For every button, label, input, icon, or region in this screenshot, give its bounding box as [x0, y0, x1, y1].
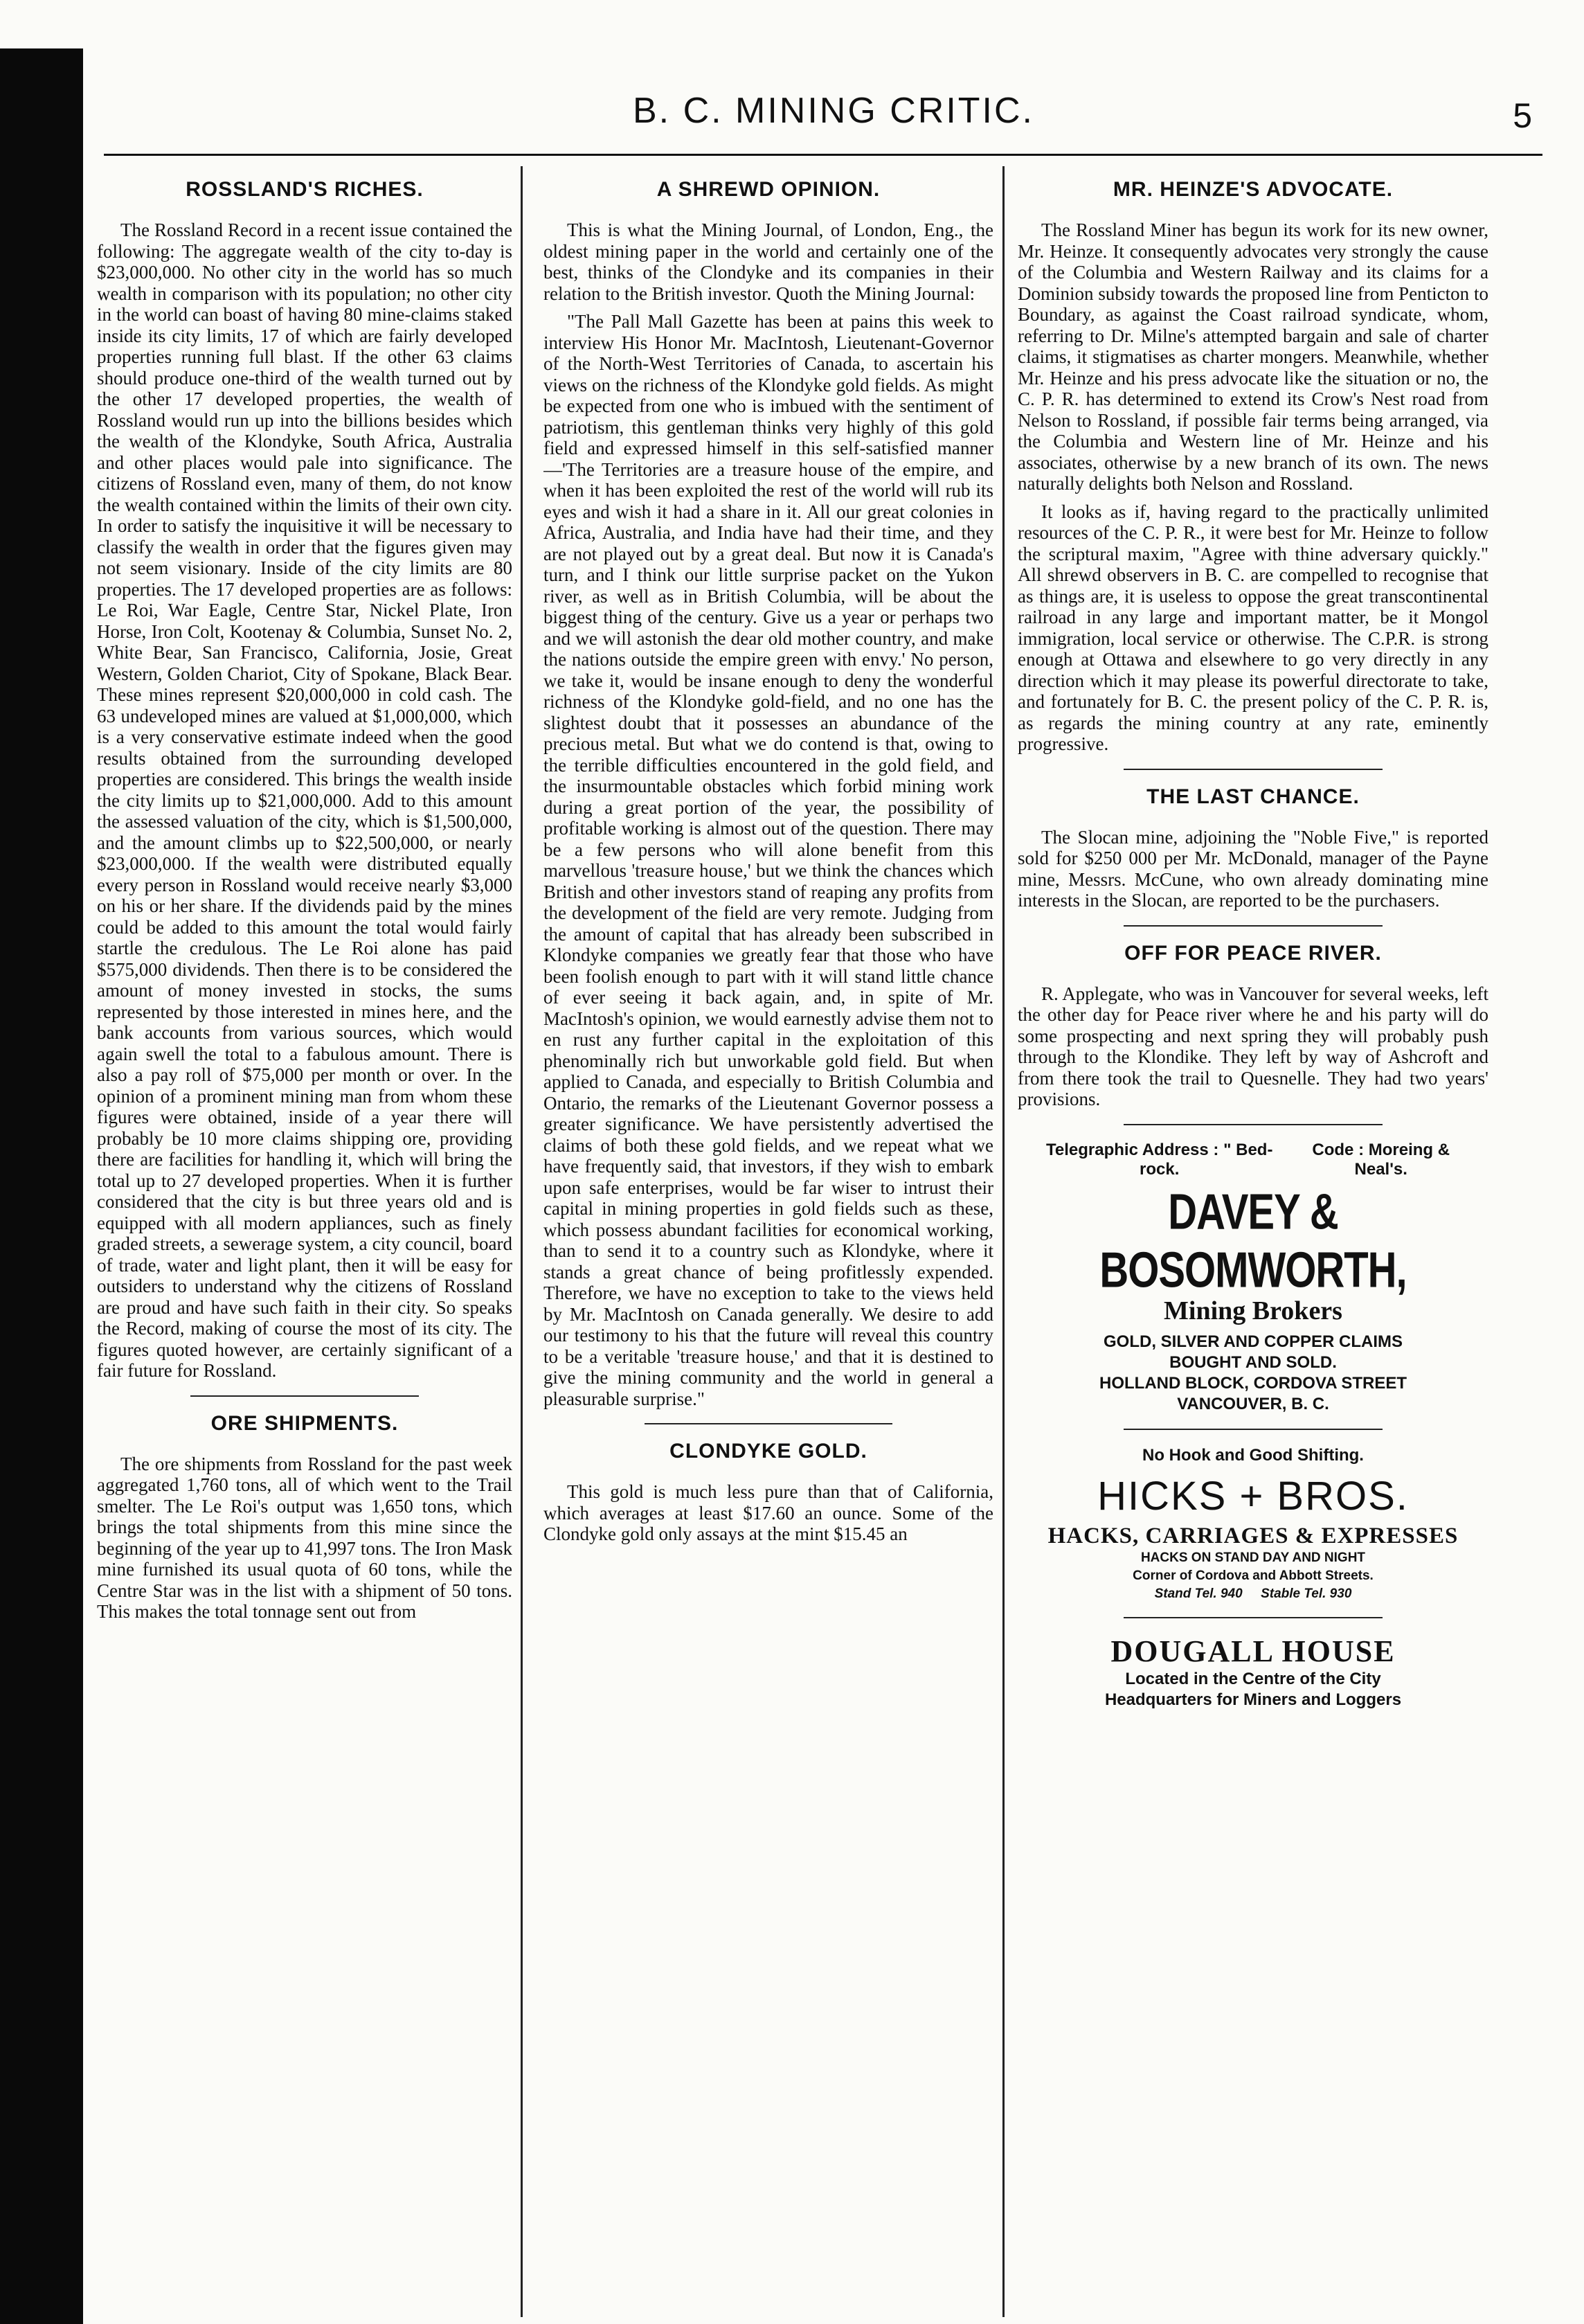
- article-title-clondyke-gold: CLONDYKE GOLD.: [669, 1440, 867, 1463]
- column-1: [97, 170, 512, 2310]
- article-title-ore-shipments: ORE SHIPMENTS.: [210, 1411, 399, 1435]
- ad-line: Corner of Cordova and Abbott Streets.: [1133, 1568, 1374, 1583]
- masthead: [83, 83, 1584, 159]
- article-paragraph: The Rossland Miner has begun its work for its new owner, Mr. Heinze. It consequently advocates very strongly the cause of the Columbia and Western Railway and its claims for a Dominion subsidy towards the proposed line from Penticton to Boundary, as against the Coast railroad syndicate, whom, referring to Dr. Milne's attempted bargain and sale of charter claims, it stigmatises as charter mongers. Meanwhile, whether Mr. Heinze and his press advocate like the situation or no, the C. P. R. has determined to extend its Crow's Nest road from Nelson to Rossland, if possible fair terms being arranged, via the Columbia and Western line of Mr. Heinze and his associates, otherwise by a new branch of its own. The news naturally delights both Nelson and Rossland.: [1018, 220, 1488, 494]
- ad-stand-tel: Stand Tel. 940: [1154, 1586, 1243, 1601]
- ad-line: VANCOUVER, B. C.: [1177, 1394, 1329, 1413]
- ad-line: Located in the Centre of the City: [1125, 1669, 1381, 1688]
- advertisement-hicks-bros: [1018, 1445, 1488, 1603]
- advertisement-davey-bosomworth: [1018, 1141, 1488, 1415]
- article-paragraph: R. Applegate, who was in Vancouver for several weeks, left the other day for Peace river where he and his party will do some prospecting and next spring they will probably push through to the Klondike. They left by way of Ashcroft and from there took the trail to Quesnelle. They had two years' provisions.: [1018, 983, 1488, 1109]
- ad-separator: [1124, 1429, 1383, 1430]
- article-title-heinzes-advocate: MR. HEINZE'S ADVOCATE.: [1113, 178, 1394, 201]
- column-divider: [521, 166, 523, 2317]
- page-number: 5: [1513, 96, 1532, 135]
- ad-stable-tel: Stable Tel. 930: [1261, 1586, 1352, 1601]
- advertisement-dougall-house: [1018, 1634, 1488, 1710]
- article-title-shrewd-opinion: A SHREWD OPINION.: [656, 178, 881, 201]
- article-paragraph: The Rossland Record in a recent issue contained the following: The aggregate wealth of the city to-day is $23,000,000. No other city in the world has so much wealth in comparison with its population; no other city in the world can boast of having 80 mine-claims staked inside its city limits, 17 of which are fairly developed properties running full blast. If the other 63 claims should produce one-third of the wealth turned out by the other 17 developed properties, the wealth of Rossland would run up into the billions besides which the wealth of the Klondyke, South Africa, Australia and other places would pale into significance. The citizens of Rossland even, many of them, do not know the wealth contained within the limits of their own city. In order to satisfy the inquisitive it will be necessary to classify the wealth in order that the figures given may not seem visionary. Inside of the city limits are 80 properties. The 17 developed properties are as follows: Le Roi, War Eagle, Centre Star, Nickel Plate, Iron Horse, Iron Colt, Kootenay & Columbia, Sunset No. 2, White Bear, San Francisco, California, Josie, Great Western, Golden Chariot, City of Spokane, Black Bear. These mines represent $20,000,000 in cold cash. The 63 undeveloped mines are valued at $1,000,000, which is a very conservative estimate indeed when the good results obtained from the surrounding developed properties are considered. This brings the wealth inside the city limits up to $21,000,000. Add to this amount the assessed valuation of the city, which is $1,500,000, and the amount climbs up to $22,500,000, or nearly $23,000,000. If the wealth were distributed equally every person in Rossland would receive nearly $3,000 on his or her share. If the dividends paid by the mines could be added to this amount the total would fairly startle the credulous. The Le Roi alone has paid $575,000 dividends. Then there is to be considered the amount of money invested in stocks, the sums represented by those interested in mines here, and the bank accounts from various sources, which would again swell the total to a fabulous amount. There is also a pay roll of $75,000 per month or over. In the opinion of a prominent mining man from whom these figures were obtained, inside of a year there will probably be 10 more claims shipping ore, providing there are facilities for handling it, which will bring the total up to 27 developed properties. When it is further considered that the city is but three years old and is equipped with all modern appliances, such as finely graded streets, a sewerage system, a city council, board of trade, water and light plant, then it will be easy for outsiders to understand why the citizens of Rossland are proud and have such faith in their city. So speaks the Record, making of course the most of its city. The figures quoted however, are certainly significant of a fair future for Rossland.: [97, 220, 512, 1381]
- ad-firm-name: HICKS + BROS.: [1097, 1473, 1409, 1519]
- article-paragraph: "The Pall Mall Gazette has been at pains this week to interview His Honor Mr. MacIntosh, Lieutenant-Governor of the North-West Territories of Canada, to ascertain his views on the richness of the Klondyke gold fields. As might be expected from one who is imbued with the sentiment of patriotism, this gentleman thinks very highly of this gold field and expressed himself in this self-satisfied manner—'The Territories are a treasure house of the empire, and when it has been exploited the rest of the world will rub its eyes and wish it had a share in it. All our great colonies in Africa, Australia, and India have had their time, and they are not played out by a great deal. But now it is Canada's turn, and I think our little surprise packet on the Yukon river, as well as in British Columbia, will be about the biggest thing of the century. Give us a year or perhaps two and we will astonish the dear old mother country, and make the nations outside the empire green with envy.' No person, we take it, would be insane enough to deny the wonderful richness of the Klondyke gold-field, and no one has the slightest doubt that it possesses an abundance of the precious metal. But what we do contend is that, owing to the terrible difficulties encountered in the gold field, and the insurmountable obstacles which forbid mining work during a great portion of the year, the possibility of profitable working is almost out of the question. There may be a few persons who will alone benefit from this marvellous 'treasure house,' but we think the chances which British and other investors stand of reaping any profits from the development of the field are very remote. Judging from the amount of capital that has already been subscribed in Klondyke companies we greatly fear that those who have been foolish enough to part with it will stand little chance of ever seeing it back again, and, in spite of Mr. MacIntosh's opinion, we would earnestly advise them not to en rust any further capital in the exploitation of this phenominally rich but unworkable gold field. But when applied to Canada, and especially to British Columbia and Ontario, the remarks of the Lieutenant Governor possess a greater significance. We have persistently advertised the claims of both these gold fields, and we repeat what we have frequently said, that investors, if they wish to embark upon safe enterprises, would be far wiser to intrust their capital in mining properties in gold fields such as these, which possess abundant facilities for economical working, than to send it to a country such as Klondyke, where it stands a great chance of being profitlessly expended. Therefore, we have no exception to take to the views held by Mr. MacIntosh on Canada generally. We desire to add our testimony to his that the future will reveal this country to be a veritable 'treasure house,' and that it is destined to give the mining community and the world in general a pleasurable surprise.": [543, 311, 993, 1409]
- column-divider: [1002, 166, 1005, 2317]
- ad-business: Mining Brokers: [1164, 1296, 1342, 1325]
- article-paragraph: This is what the Mining Journal, of London, Eng., the oldest mining paper in the world and certainly one of the best, thinks of the Clondyke and its companies in their relation to the British investor. Quoth the Mining Journal:: [543, 220, 993, 304]
- article-title-peace-river: OFF FOR PEACE RIVER.: [1124, 941, 1382, 965]
- article-separator: [1124, 925, 1383, 927]
- ad-line: HACKS ON STAND DAY AND NIGHT: [1140, 1550, 1366, 1565]
- ad-line: GOLD, SILVER AND COPPER CLAIMS: [1103, 1332, 1403, 1351]
- article-separator: [190, 1395, 419, 1397]
- article-paragraph: The ore shipments from Rossland for the past week aggregated 1,760 tons, all of which went to the Trail smelter. The Le Roi's output was 1,650 tons, which brings the total shipments from this mine since the beginning of the year up to 41,997 tons. The Iron Mask mine furnished its usual quota of 60 tons, while the Centre Star was in the list with a shipment of 50 tons. This makes the total tonnage sent out from: [97, 1453, 512, 1622]
- ad-telegraph-address: Telegraphic Address : " Bed-rock.: [1046, 1140, 1273, 1179]
- ad-firm-name: DAVEY & BOSOMWORTH,: [1099, 1183, 1407, 1298]
- ad-line: Headquarters for Miners and Loggers: [1104, 1690, 1402, 1709]
- ad-tagline: No Hook and Good Shifting.: [1142, 1445, 1364, 1465]
- article-paragraph: It looks as if, having regard to the practically unlimited resources of the C. P. R., it were best for Mr. Heinze to follow the scriptural maxim, "Agree with thine adversary quickly." All shrewd observers in B. C. are compelled to recognise that as things are, it is useless to oppose the great transcontinental railroad in any large and important matter, be it Mongol immigration, local service or otherwise. The C.P.R. is strong enough at Ottawa and elsewhere to go very directly in any direction which it may please its powerful directorate to take, and fortunately for B. C. the present policy of the C. P. R. is, as regards the mining country at any rate, eminently progressive.: [1018, 501, 1488, 754]
- column-3: [1018, 170, 1488, 2310]
- article-separator: [645, 1423, 892, 1424]
- ad-code: Code : Moreing & Neal's.: [1312, 1140, 1450, 1179]
- ad-line: HOLLAND BLOCK, CORDOVA STREET: [1099, 1373, 1407, 1393]
- ad-hotel-name: DOUGALL HOUSE: [1110, 1634, 1396, 1668]
- newspaper-title: B. C. MINING CRITIC.: [633, 91, 1034, 131]
- column-2: [543, 170, 993, 2310]
- ad-telegraph-line: [1018, 1141, 1488, 1179]
- article-separator: [1124, 1124, 1383, 1125]
- article-paragraph: The Slocan mine, adjoining the "Noble Five," is reported sold for $250 000 per Mr. McDonald, manager of the Payne mine, Messrs. McCune, who own already dominating mine interests in the Slocan, are reported to be the purchasers.: [1018, 826, 1488, 911]
- article-title-rosslands-riches: ROSSLAND'S RICHES.: [186, 178, 424, 201]
- ad-services: HACKS, CARRIAGES & EXPRESSES: [1047, 1523, 1459, 1548]
- ad-separator: [1124, 1617, 1383, 1618]
- article-title-last-chance: THE LAST CHANCE.: [1146, 785, 1360, 808]
- article-separator: [1124, 769, 1383, 770]
- ad-phone-line: [1018, 1585, 1488, 1603]
- header-rule: [104, 154, 1542, 156]
- ad-line: BOUGHT AND SOLD.: [1169, 1352, 1337, 1372]
- article-paragraph: This gold is much less pure than that of California, which averages at least $17.60 an ounce. Some of the Clondyke gold only assays at the mint $15.45 an: [543, 1481, 993, 1544]
- page-spine-shadow: [0, 48, 83, 2324]
